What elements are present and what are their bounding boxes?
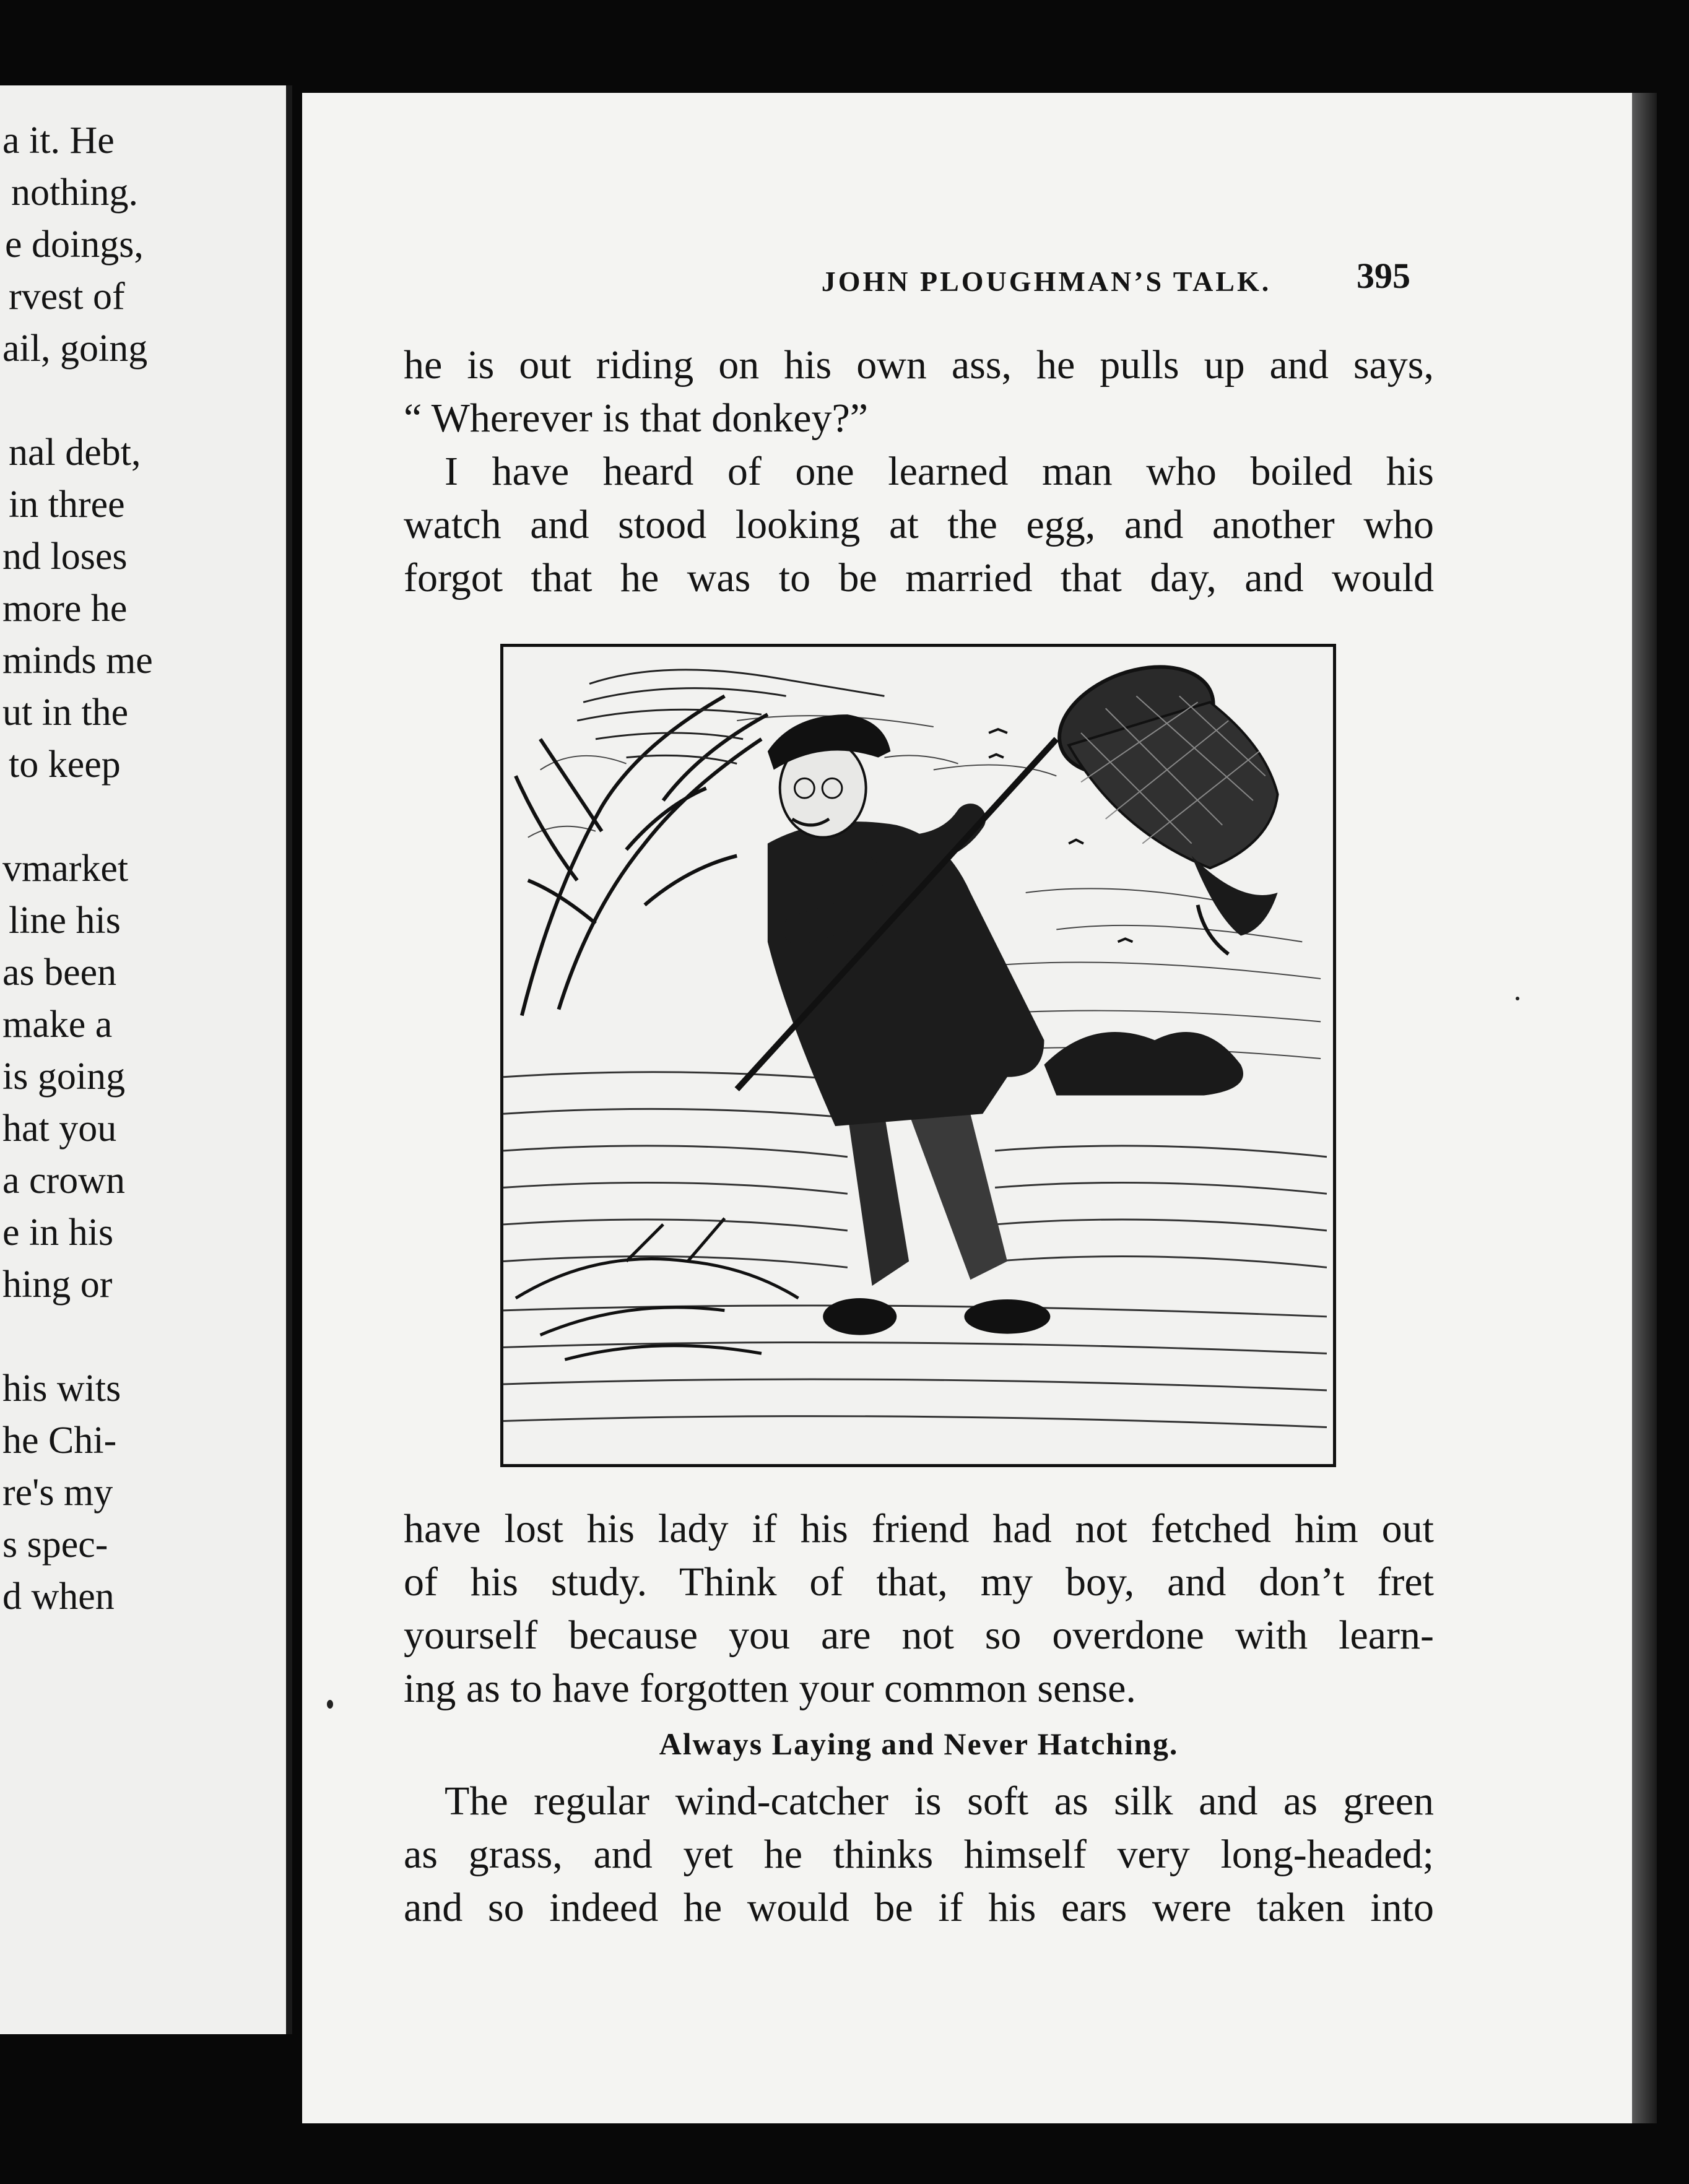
- left-line: hing or: [2, 1263, 113, 1306]
- left-line: d when: [2, 1575, 115, 1618]
- left-line: is going: [2, 1055, 126, 1098]
- body-line: as grass, and yet he thinks himself very long-headed;: [404, 1832, 1434, 1877]
- ink-speck: [327, 1700, 333, 1709]
- page-number: 395: [1357, 256, 1410, 296]
- left-line: e doings,: [5, 223, 144, 266]
- man-left-leg: [848, 1114, 909, 1286]
- fallen-branches: [516, 1218, 799, 1359]
- running-head: JOHN PLOUGHMAN’S TALK.: [821, 266, 1272, 297]
- body-line: I have heard of one learned man who boiled his: [445, 449, 1434, 494]
- body-line: watch and stood looking at the egg, and another who: [404, 502, 1434, 547]
- left-line: s spec-: [2, 1523, 108, 1566]
- left-line: more he: [2, 587, 128, 630]
- body-line: yourself because you are not so overdone with learn-: [404, 1613, 1434, 1658]
- engraving-illustration: [500, 644, 1336, 1467]
- body-line: “ Wherever is that donkey?”: [404, 396, 869, 441]
- left-line: line his: [9, 899, 121, 942]
- main-page: [302, 93, 1632, 2123]
- body-line: and so indeed he would be if his ears were taken into: [404, 1885, 1434, 1930]
- left-line: his wits: [2, 1367, 121, 1410]
- left-line: minds me: [2, 639, 153, 682]
- bush-right: [1044, 1032, 1243, 1096]
- man-right-leg: [909, 1114, 1007, 1280]
- body-line: he is out riding on his own ass, he pulls up and says,: [404, 342, 1434, 388]
- left-line: e in his: [2, 1211, 114, 1254]
- left-line: re's my: [2, 1471, 113, 1514]
- left-line: nothing.: [11, 171, 138, 214]
- body-line: ing as to have forgotten your common sense.: [404, 1666, 1136, 1711]
- page-edge-shadow: [1632, 93, 1657, 2123]
- left-line: in three: [9, 483, 125, 526]
- left-line: ut in the: [2, 691, 129, 734]
- body-line: The regular wind-catcher is soft as silk and as green: [445, 1779, 1434, 1824]
- left-line: rvest of: [9, 275, 125, 318]
- body-line: have lost his lady if his friend had not fetched him out: [404, 1506, 1434, 1551]
- left-line: vmarket: [2, 847, 129, 890]
- left-line: nal debt,: [9, 431, 141, 474]
- butterfly-net: [1044, 647, 1278, 954]
- wind-catcher-engraving: [503, 647, 1333, 1464]
- man-left-boot: [823, 1298, 897, 1335]
- windblown-trees: [516, 696, 768, 1015]
- section-subheading: Always Laying and Never Hatching.: [659, 1727, 1179, 1761]
- left-line: ail, going: [2, 327, 148, 370]
- left-line: as been: [2, 951, 117, 994]
- left-page: [0, 85, 292, 2034]
- left-line: nd loses: [2, 535, 128, 578]
- left-line: to keep: [9, 743, 121, 786]
- man-coat: [768, 821, 1044, 1126]
- left-line: make a: [2, 1003, 113, 1046]
- left-line: he Chi-: [2, 1419, 117, 1462]
- ink-speck: [1516, 997, 1519, 1000]
- left-line: hat you: [2, 1107, 117, 1150]
- left-line: a it. He: [2, 119, 115, 162]
- body-line: of his study. Think of that, my boy, and don’t fret: [404, 1559, 1434, 1605]
- left-line: a crown: [2, 1159, 125, 1202]
- body-line: forgot that he was to be married that day, and would: [404, 555, 1434, 600]
- man-right-boot: [964, 1299, 1050, 1334]
